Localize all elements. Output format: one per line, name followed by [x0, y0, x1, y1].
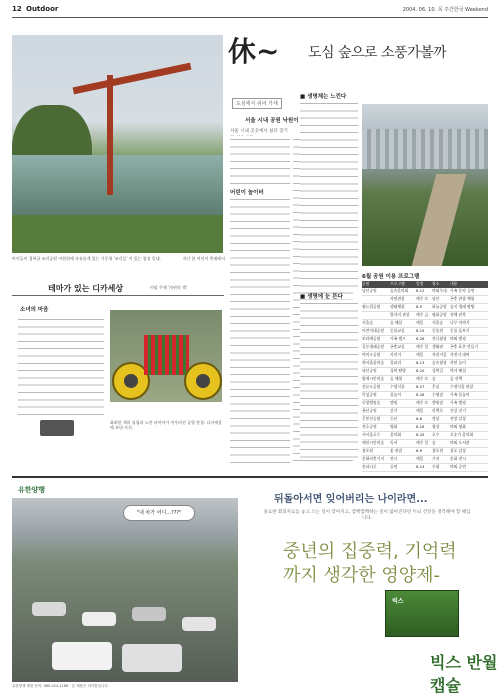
- table-cell: 꽃 관찰: [390, 448, 403, 453]
- col-date: 일정: [416, 281, 424, 286]
- table-cell: 창포원: [432, 448, 444, 453]
- table-row: [362, 448, 488, 456]
- brand-mark: 빅스 반월캡슐: [430, 653, 498, 695]
- table-cell: 6.5: [416, 304, 423, 309]
- table-cell: 건강 걷기: [450, 408, 466, 413]
- table-cell: 숲: [432, 376, 436, 381]
- car: [122, 644, 182, 672]
- cityscape: [362, 129, 488, 169]
- page-header: [12, 5, 488, 18]
- col-place: 장소: [432, 281, 440, 286]
- table-cell: 공연: [390, 464, 398, 469]
- table-cell: 양재시민의숲: [362, 376, 385, 381]
- sculpture-beam: [73, 63, 192, 95]
- table-row: [362, 344, 488, 352]
- car: [182, 617, 216, 631]
- table-cell: 영화: [390, 424, 398, 429]
- sidebar-title: 테마가 있는 디카세상: [48, 284, 124, 293]
- section-tag: 도심에서 쉬어 가세: [232, 98, 282, 109]
- table-cell: 잔디광장: [432, 336, 447, 341]
- table-row: [362, 336, 488, 344]
- table-cell: 6.9: [416, 448, 423, 453]
- article-body-5: [300, 300, 358, 460]
- table-cell: 야외 공연: [450, 464, 466, 469]
- column-head-4: ■ 생명에 눈 뜬다: [300, 294, 343, 300]
- table-row: [362, 456, 488, 464]
- table-cell: 가족 캠핑: [450, 400, 466, 405]
- table-row: [362, 352, 488, 360]
- table-cell: 기지: [432, 456, 440, 461]
- table-cell: 6.27: [416, 384, 425, 389]
- table-cell: 보라매공원: [362, 336, 381, 341]
- table-cell: 습지 생태 탐방: [450, 304, 475, 309]
- speech-bubble: "내 차가 어디...???": [123, 505, 195, 521]
- table-cell: 매헌시민의숲: [362, 440, 385, 445]
- table-cell: 야외 영화: [450, 424, 466, 429]
- table-cell: 문화 전시: [450, 456, 466, 461]
- sidebar-sub: 이달 주제 '자연의 색': [150, 285, 187, 290]
- table-cell: 6.19: [416, 328, 425, 333]
- lawn-shape: [12, 215, 223, 253]
- table-row: [362, 440, 488, 448]
- table-cell: 천호공원: [362, 424, 377, 429]
- table-cell: 성곽 탐방: [390, 368, 406, 373]
- product-name: 빅스: [392, 598, 404, 605]
- table-cell: 동물원: [432, 328, 444, 333]
- table-cell: 숲: [432, 440, 436, 445]
- tulip-bed: [144, 335, 189, 375]
- table-cell: 6.20: [416, 368, 425, 373]
- table-cell: 매일: [416, 352, 424, 357]
- tulip-caption: 화려한 색의 튤립과 노란 타이어가 어우러진 공원 풍경. 디카세상에 보낸 사진.: [110, 420, 222, 430]
- col-desc: 내용: [450, 281, 458, 286]
- table-cell: 서서울호수: [362, 432, 381, 437]
- table-cell: 매주 일: [416, 440, 429, 445]
- table-cell: 동물 돌보기: [450, 328, 470, 333]
- table-body: [362, 288, 488, 472]
- table-cell: 캠핑장: [432, 400, 444, 405]
- sidebar-heading: 소녀의 마음: [20, 307, 49, 313]
- table-row: [362, 384, 488, 392]
- table-cell: 숲 체험: [390, 376, 403, 381]
- sidebar-body: [18, 316, 104, 416]
- table-row: [362, 320, 488, 328]
- table-cell: 매주 토: [416, 400, 429, 405]
- table-cell: 역사 해설: [450, 368, 466, 373]
- table-cell: 숲 산책: [450, 376, 463, 381]
- table-cell: 남산: [432, 296, 440, 301]
- table-cell: 매일: [416, 320, 424, 325]
- photo-credit: 지난 봄 어린이 축제에서: [182, 256, 225, 261]
- table-cell: 곤충 관찰 체험: [450, 296, 475, 301]
- table-cell: 가족 음악 공연: [450, 288, 475, 293]
- table-row: [362, 400, 488, 408]
- table-cell: 문화비축기지: [362, 456, 385, 461]
- table-cell: 자연 놀이: [450, 360, 466, 365]
- table-cell: 6.12: [416, 288, 425, 293]
- column-intro: 서울 시내 곳곳에서 쉼터 찾기: [230, 129, 288, 134]
- car: [32, 602, 66, 616]
- table-cell: 야외 도서관: [450, 440, 470, 445]
- table-row: [362, 392, 488, 400]
- table-cell: 숲 해설: [390, 320, 403, 325]
- table-cell: 6.25: [416, 432, 425, 437]
- feature-title: [228, 30, 488, 68]
- pond-shape: [12, 155, 223, 215]
- trail: [412, 174, 467, 266]
- table-cell: 캠핑: [390, 400, 398, 405]
- table-header: [362, 281, 488, 288]
- table-cell: 정상: [432, 416, 440, 421]
- table-cell: 자전거길: [432, 352, 447, 357]
- kanji-mark: 休~: [228, 35, 280, 68]
- table-cell: 무대: [432, 464, 440, 469]
- table-row: [362, 432, 488, 440]
- table-cell: 평화공원: [432, 312, 447, 317]
- ad-main-copy: 중년의 집중력, 기억력까지 생각한 영양제-: [283, 541, 457, 586]
- table-cell: 자연관찰: [390, 296, 405, 301]
- table-cell: 가족 캠프: [390, 336, 406, 341]
- table-row: [362, 368, 488, 376]
- sculpture-pillar: [107, 75, 113, 195]
- table-row: [362, 464, 488, 472]
- table-cell: 풀피리: [390, 360, 402, 365]
- ad-footer: 유한양행 제품 문의: 080-024-1188 · 본 제품은 의약품입니다.: [12, 684, 109, 688]
- table-cell: 중랑캠핑숲: [362, 400, 381, 405]
- headline: 도심 숲으로 소풍가볼까: [308, 45, 447, 61]
- table-cell: 매주 토: [416, 376, 429, 381]
- table-cell: 서울숲: [362, 320, 374, 325]
- table-cell: 숲속광장: [432, 360, 447, 365]
- table-cell: [362, 296, 390, 303]
- table-cell: 길동생태공원: [362, 344, 385, 349]
- yuhan-logo: 유한양행: [18, 486, 46, 494]
- table-title: 6월 공원 이용 프로그램: [362, 274, 420, 280]
- table-cell: 뚝섬공원: [362, 392, 377, 397]
- table-cell: 등산: [390, 416, 398, 421]
- car: [82, 612, 116, 626]
- table-row: [362, 288, 488, 296]
- table-cell: 별자리 관찰: [390, 312, 410, 317]
- table-cell: 물놀이: [390, 392, 402, 397]
- table-row: [362, 424, 488, 432]
- table-row: [362, 328, 488, 336]
- program-table: [362, 281, 488, 469]
- table-cell: [362, 312, 390, 319]
- page-number: 12: [12, 5, 22, 13]
- table-cell: 매일: [416, 456, 424, 461]
- table-cell: 수영장: [432, 392, 444, 397]
- table-cell: 자전거 대여: [450, 352, 470, 357]
- table-cell: 서울숲: [432, 320, 444, 325]
- table-cell: 송파나루: [362, 464, 377, 469]
- table-cell: 창포 감상: [450, 448, 466, 453]
- table-cell: 6.6: [416, 416, 423, 421]
- ad-headline: 뒤돌아서면 잊어버리는 나이라면...: [274, 494, 428, 505]
- table-cell: 남산공원: [362, 288, 377, 293]
- table-row: [362, 416, 488, 424]
- table-cell: 독서: [390, 440, 398, 445]
- table-cell: 매주 일: [416, 344, 429, 349]
- table-cell: 여의도공원: [362, 352, 381, 357]
- col-program: 프로그램: [390, 281, 405, 286]
- table-cell: 산책로: [432, 408, 444, 413]
- table-cell: 창포원: [362, 448, 374, 453]
- table-cell: 6.26: [416, 336, 425, 341]
- table-cell: 용산공원: [362, 408, 377, 413]
- table-cell: 호수: [432, 432, 440, 437]
- table-row: [362, 312, 488, 320]
- tulip-photo: [110, 310, 222, 402]
- table-cell: 성곽길: [432, 368, 444, 373]
- table-cell: 매주 금: [416, 312, 429, 317]
- table-cell: 야외 캠핑: [450, 336, 466, 341]
- ad-divider: [12, 476, 488, 478]
- table-cell: 음악회: [390, 432, 402, 437]
- column-head-3: ■ 생명체는 느낀다: [300, 94, 347, 100]
- table-row: [362, 296, 488, 304]
- table-cell: 선유도공원: [362, 384, 381, 389]
- article-body-2: [230, 196, 290, 464]
- table-row: [362, 408, 488, 416]
- table-cell: 북서울꿈의숲: [362, 360, 385, 365]
- table-cell: 곤충교실: [390, 344, 405, 349]
- table-cell: 천체 관측: [450, 312, 466, 317]
- table-cell: 하늘공원: [432, 304, 447, 309]
- section-name: Outdoor: [26, 5, 59, 13]
- table-cell: 동물교실: [390, 328, 405, 333]
- sculpture-park-photo: [12, 35, 223, 253]
- table-cell: 야외무대: [432, 288, 447, 293]
- table-cell: 6.18: [416, 424, 425, 429]
- brand-band: [12, 482, 238, 498]
- table-cell: 숲속음악회: [390, 288, 409, 293]
- table-row: [362, 360, 488, 368]
- table-cell: 자전거: [390, 352, 402, 357]
- table-cell: 전망 감상: [450, 416, 466, 421]
- table-cell: 어린이대공원: [362, 328, 385, 333]
- table-cell: 6.28: [416, 392, 425, 397]
- table-row: [362, 376, 488, 384]
- table-cell: 온실: [432, 384, 440, 389]
- article-body-1: [230, 136, 290, 186]
- table-row: [362, 304, 488, 312]
- table-cell: 응봉산공원: [362, 416, 381, 421]
- table-cell: 매주 토: [416, 296, 429, 301]
- article-body-4: [300, 100, 358, 290]
- sidebar-rule: [12, 295, 224, 296]
- table-cell: 호숫가 음악회: [450, 432, 474, 437]
- tire-right: [184, 362, 222, 400]
- table-cell: 가족 물놀이: [450, 392, 470, 397]
- column-head-1: 서울 시내 공원 낙원이: [245, 118, 299, 124]
- table-cell: 생태관: [432, 344, 444, 349]
- col-park: 공원: [362, 281, 370, 286]
- table-cell: 수생식물 관찰: [450, 384, 474, 389]
- table-cell: 6.14: [416, 464, 425, 469]
- table-cell: 수생식물: [390, 384, 405, 389]
- table-cell: 걷기: [390, 408, 398, 413]
- car: [132, 607, 166, 621]
- table-cell: 매일: [416, 408, 424, 413]
- table-cell: 나무 이야기: [450, 320, 470, 325]
- table-cell: 전시: [390, 456, 398, 461]
- photo-caption: 아이들이 경복궁 조각공원 이원위에 자유롭게 있는 기둥형 '조각들' 이 있는 광장 일대.: [12, 256, 161, 261]
- column-head-2: 어린이 놀이터: [230, 190, 264, 196]
- ad-subtext: 중요한 회의자료를 놓고 오는 일이 잦아지고, 깜빡깜빡하는 일이 많아진다면 두뇌 건강을 생각해야 할 때입니다.: [263, 510, 471, 521]
- issue-date: 2004. 06. 10. 목 주간한국 Weekend: [402, 7, 488, 13]
- table-cell: 낙산공원: [362, 368, 377, 373]
- table-cell: 6.13: [416, 360, 425, 365]
- car: [52, 642, 112, 670]
- table-cell: 곤충 표본 만들기: [450, 344, 479, 349]
- camera-icon: [40, 420, 74, 436]
- table-cell: 월드컵공원: [362, 304, 381, 309]
- table-cell: 광장: [432, 424, 440, 429]
- city-forest-photo: [362, 104, 488, 266]
- table-cell: 생태체험: [390, 304, 405, 309]
